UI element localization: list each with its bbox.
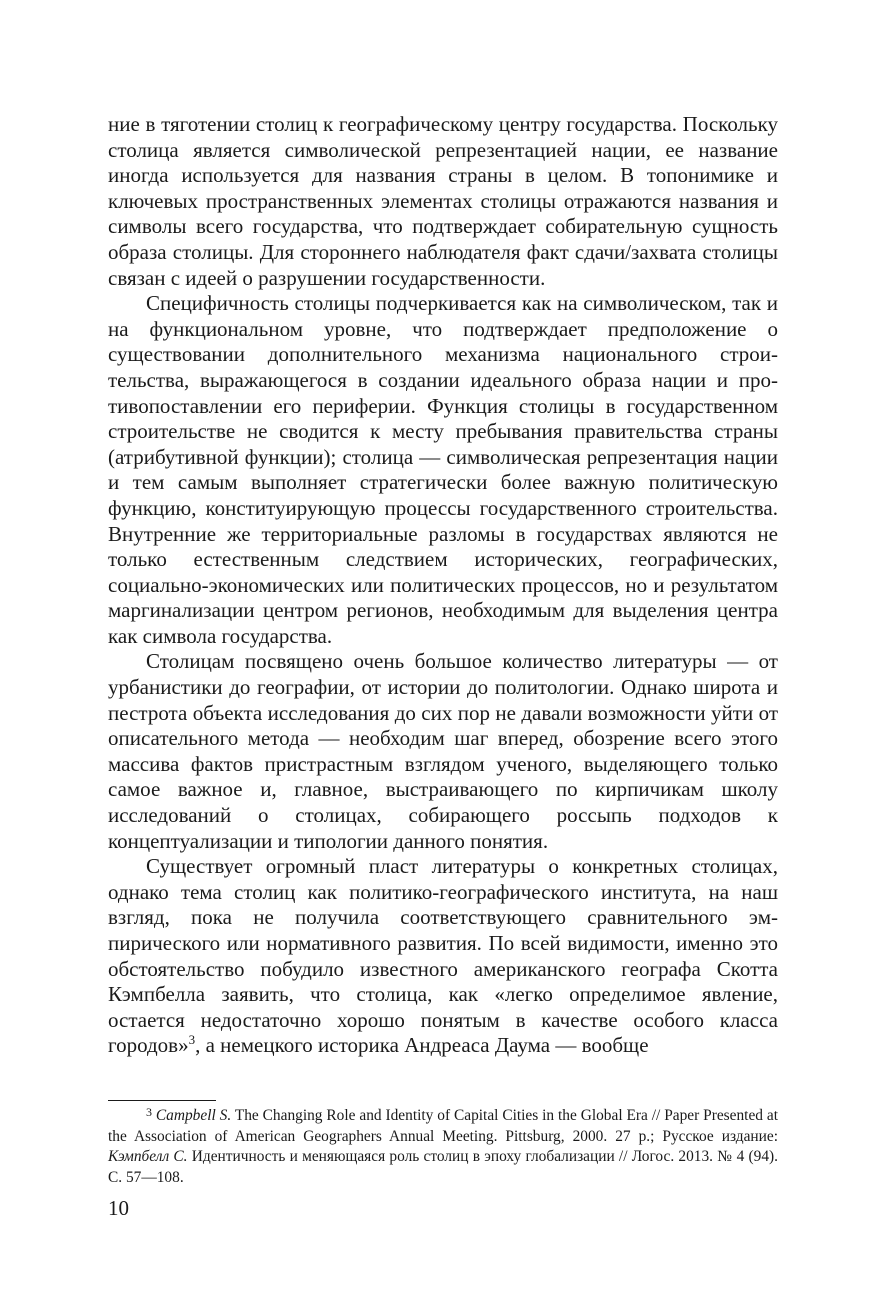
- footnote-text-ru: Идентичность и меняющаяся роль столиц в эпоху глобализации // Логос. 2013. № 4 (94). С. 57—108.: [108, 1148, 779, 1186]
- footnote-author-ru: Кэмпбелл С.: [108, 1148, 188, 1166]
- footnote-author-en: Campbell S.: [155, 1107, 232, 1124]
- page-number: 10: [108, 1196, 129, 1220]
- paragraph-4-text-end: , а немецкого историка Андреаса Даума — вообще: [195, 1033, 649, 1058]
- paragraph-3: Столицам посвящено очень большое количество литературы — от урбанистики до географии, от истории до политологии. Однако широта и пестрота объекта исследования до сих пор не давали возможности уйти от описательного метода — необходим шаг вперед, обозрение всего этого массива фактов пристрастным взглядом ученого, выделяющего только самое важное и, главное, выстраивающего по кирпичикам школу исследований о столицах, собирающего россыпь подходов к концептуализации и типологии данного понятия.: [108, 649, 778, 853]
- footnote: [108, 1106, 778, 1188]
- paragraph-2: Специфичность столицы подчеркивается как на символическом, так и на функциональном уровне, что подтверждает предположение о существовании дополнительного механизма национального строительства, выражающегося в создании идеального образа нации и противопоставлении его периферии. Функция столицы в государственном строительстве не сводится к месту пребывания правительства страны (атрибутивной функции); столица — символическая репрезентация нации и тем самым выполняет стратегически более важную политическую функцию, конституирующую процессы государственного строительства. Внутренние же территориальные разломы в государствах являются не только естественным следствием исторических, географических, социально-экономических или политических процессов, но и результатом маргинализации центром регионов, необходимым для выделения центра как символа государства.: [108, 291, 778, 648]
- paragraph-1: ние в тяготении столиц к географическому центру государства. Поскольку столица является символической репрезентацией нации, ее название иногда используется для названия страны в целом. В топонимике и ключевых пространственных элементах столицы отражаются названия и символы всего государства, что подтверждает собирательную сущность образа столицы. Для стороннего наблюдателя факт сдачи/захвата столицы связан с идеей о разрушении государственности.: [108, 112, 778, 290]
- footnote-divider: [108, 1100, 216, 1101]
- footnote-mark: 3: [146, 1105, 152, 1119]
- footnote-reference: 3: [188, 1032, 196, 1048]
- paragraph-4: [108, 854, 778, 1059]
- main-text: [108, 112, 778, 1059]
- paragraph-4-text: Существует огромный пласт литературы о конкретных столицах, однако тема столиц как политико-географического института, на наш взгляд, пока не получила соответствующего сравнительного эмпирического или нормативного развития. По всей видимости, именно это обстоятельство побудило известного американского географа Скотта Кэмпбелла заявить, что столица, как «легко определимое явление, остается недостаточно хорошо понятым в качестве особого класса городов»: [108, 854, 778, 1058]
- footnote-text-en: The Changing Role and Identity of Capital Cities in the Global Era // Paper Presented at the Association of American Geographers Annual Meeting. Pittsburg, 2000. 27 p.; Русское издание:: [108, 1107, 778, 1145]
